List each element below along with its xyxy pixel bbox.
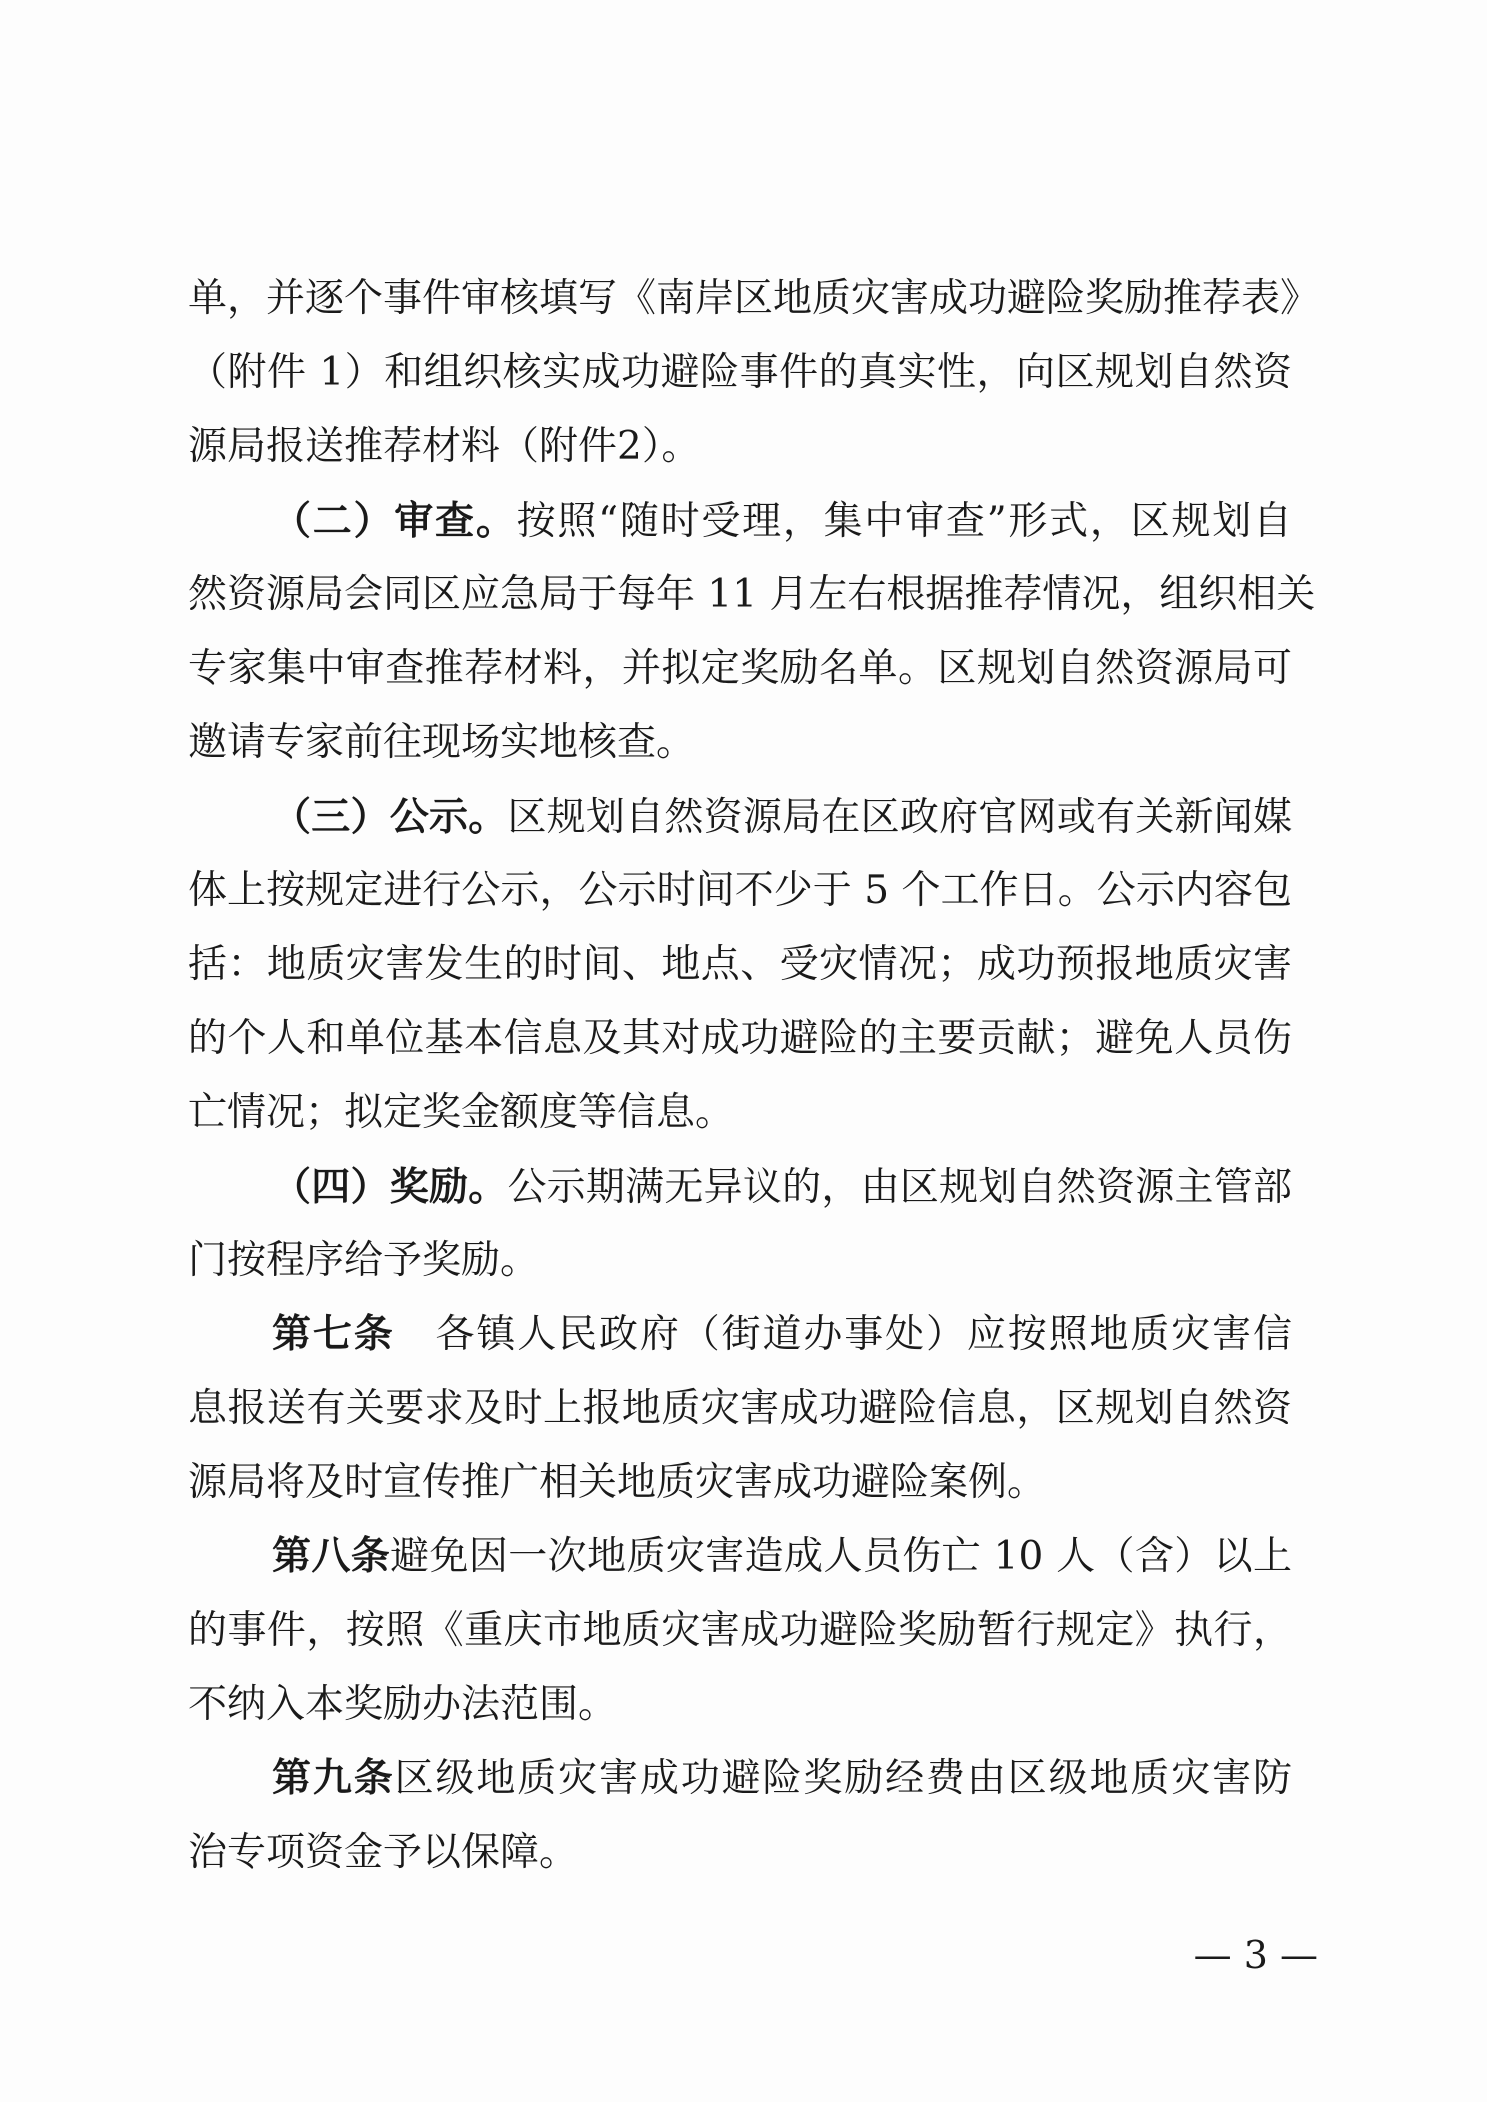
article-8-line-2: 的事件，按照《重庆市地质灾害成功避险奖励暂行规定》执行， <box>188 1608 1292 1653</box>
paragraph-3-line-2: 体上按规定进行公示，公示时间不少于 5 个工作日。公示内容包 <box>188 868 1292 913</box>
article-7-line-3: 源局将及时宣传推广相关地质灾害成功避险案例。 <box>188 1460 1047 1505</box>
paragraph-3-line-1 <box>188 780 1292 854</box>
section-label-review: （二）审查。 <box>272 498 517 544</box>
paragraph-3-line-5: 亡情况；拟定奖金额度等信息。 <box>188 1090 735 1135</box>
article-7-line-1 <box>188 1298 1292 1372</box>
article-8-line-1-text: 避免因一次地质灾害造成人员伤亡 10 人（含）以上 <box>390 1534 1292 1579</box>
paragraph-2-line-3: 专家集中审查推荐材料，并拟定奖励名单。区规划自然资源局可 <box>188 646 1292 691</box>
paragraph-4-line-2: 门按程序给予奖励。 <box>188 1238 540 1283</box>
article-9-line-2: 治专项资金予以保障。 <box>188 1830 579 1875</box>
page-number: — 3 — <box>1193 1933 1318 1977</box>
paragraph-3-line-3: 括：地质灾害发生的时间、地点、受灾情况；成功预报地质灾害 <box>188 942 1292 987</box>
article-8-label: 第八条 <box>272 1534 391 1579</box>
paragraph-2-line-4: 邀请专家前往现场实地核查。 <box>188 720 696 765</box>
paragraph-2-line-1-text: 按照“随时受理，集中审查”形式，区规划自 <box>516 499 1292 544</box>
paragraph-1-line-2: （附件 1）和组织核实成功避险事件的真实性，向区规划自然资 <box>188 350 1292 395</box>
paragraph-3-line-4: 的个人和单位基本信息及其对成功避险的主要贡献；避免人员伤 <box>188 1016 1292 1061</box>
article-7-line-1-text: 各镇人民政府（街道办事处）应按照地质灾害信 <box>394 1312 1292 1357</box>
article-9-label: 第九条 <box>272 1756 395 1801</box>
article-7-line-2: 息报送有关要求及时上报地质灾害成功避险信息，区规划自然资 <box>188 1386 1292 1431</box>
article-9-line-1 <box>188 1742 1292 1816</box>
document-body <box>188 262 1320 1890</box>
article-9-line-1-text: 区级地质灾害成功避险奖励经费由区级地质灾害防 <box>394 1756 1292 1801</box>
paragraph-4-line-1 <box>188 1150 1292 1224</box>
section-label-publicity: （三）公示。 <box>272 794 508 840</box>
section-label-reward: （四）奖励。 <box>272 1164 508 1210</box>
paragraph-3-line-1-text: 区规划自然资源局在区政府官网或有关新闻媒 <box>507 795 1292 840</box>
paragraph-1-line-3: 源局报送推荐材料（附件2）。 <box>188 424 701 469</box>
article-7-label: 第七条 <box>272 1312 395 1357</box>
paragraph-1-line-1: 单，并逐个事件审核填写《南岸区地质灾害成功避险奖励推荐表》 <box>188 276 1320 321</box>
article-8-line-1 <box>188 1520 1292 1594</box>
paragraph-2-line-2: 然资源局会同区应急局于每年 11 月左右根据推荐情况，组织相关 <box>188 572 1316 617</box>
article-8-line-3: 不纳入本奖励办法范围。 <box>188 1682 618 1727</box>
paragraph-2-line-1 <box>188 484 1292 558</box>
paragraph-4-line-1-text: 公示期满无异议的，由区规划自然资源主管部 <box>507 1165 1292 1210</box>
